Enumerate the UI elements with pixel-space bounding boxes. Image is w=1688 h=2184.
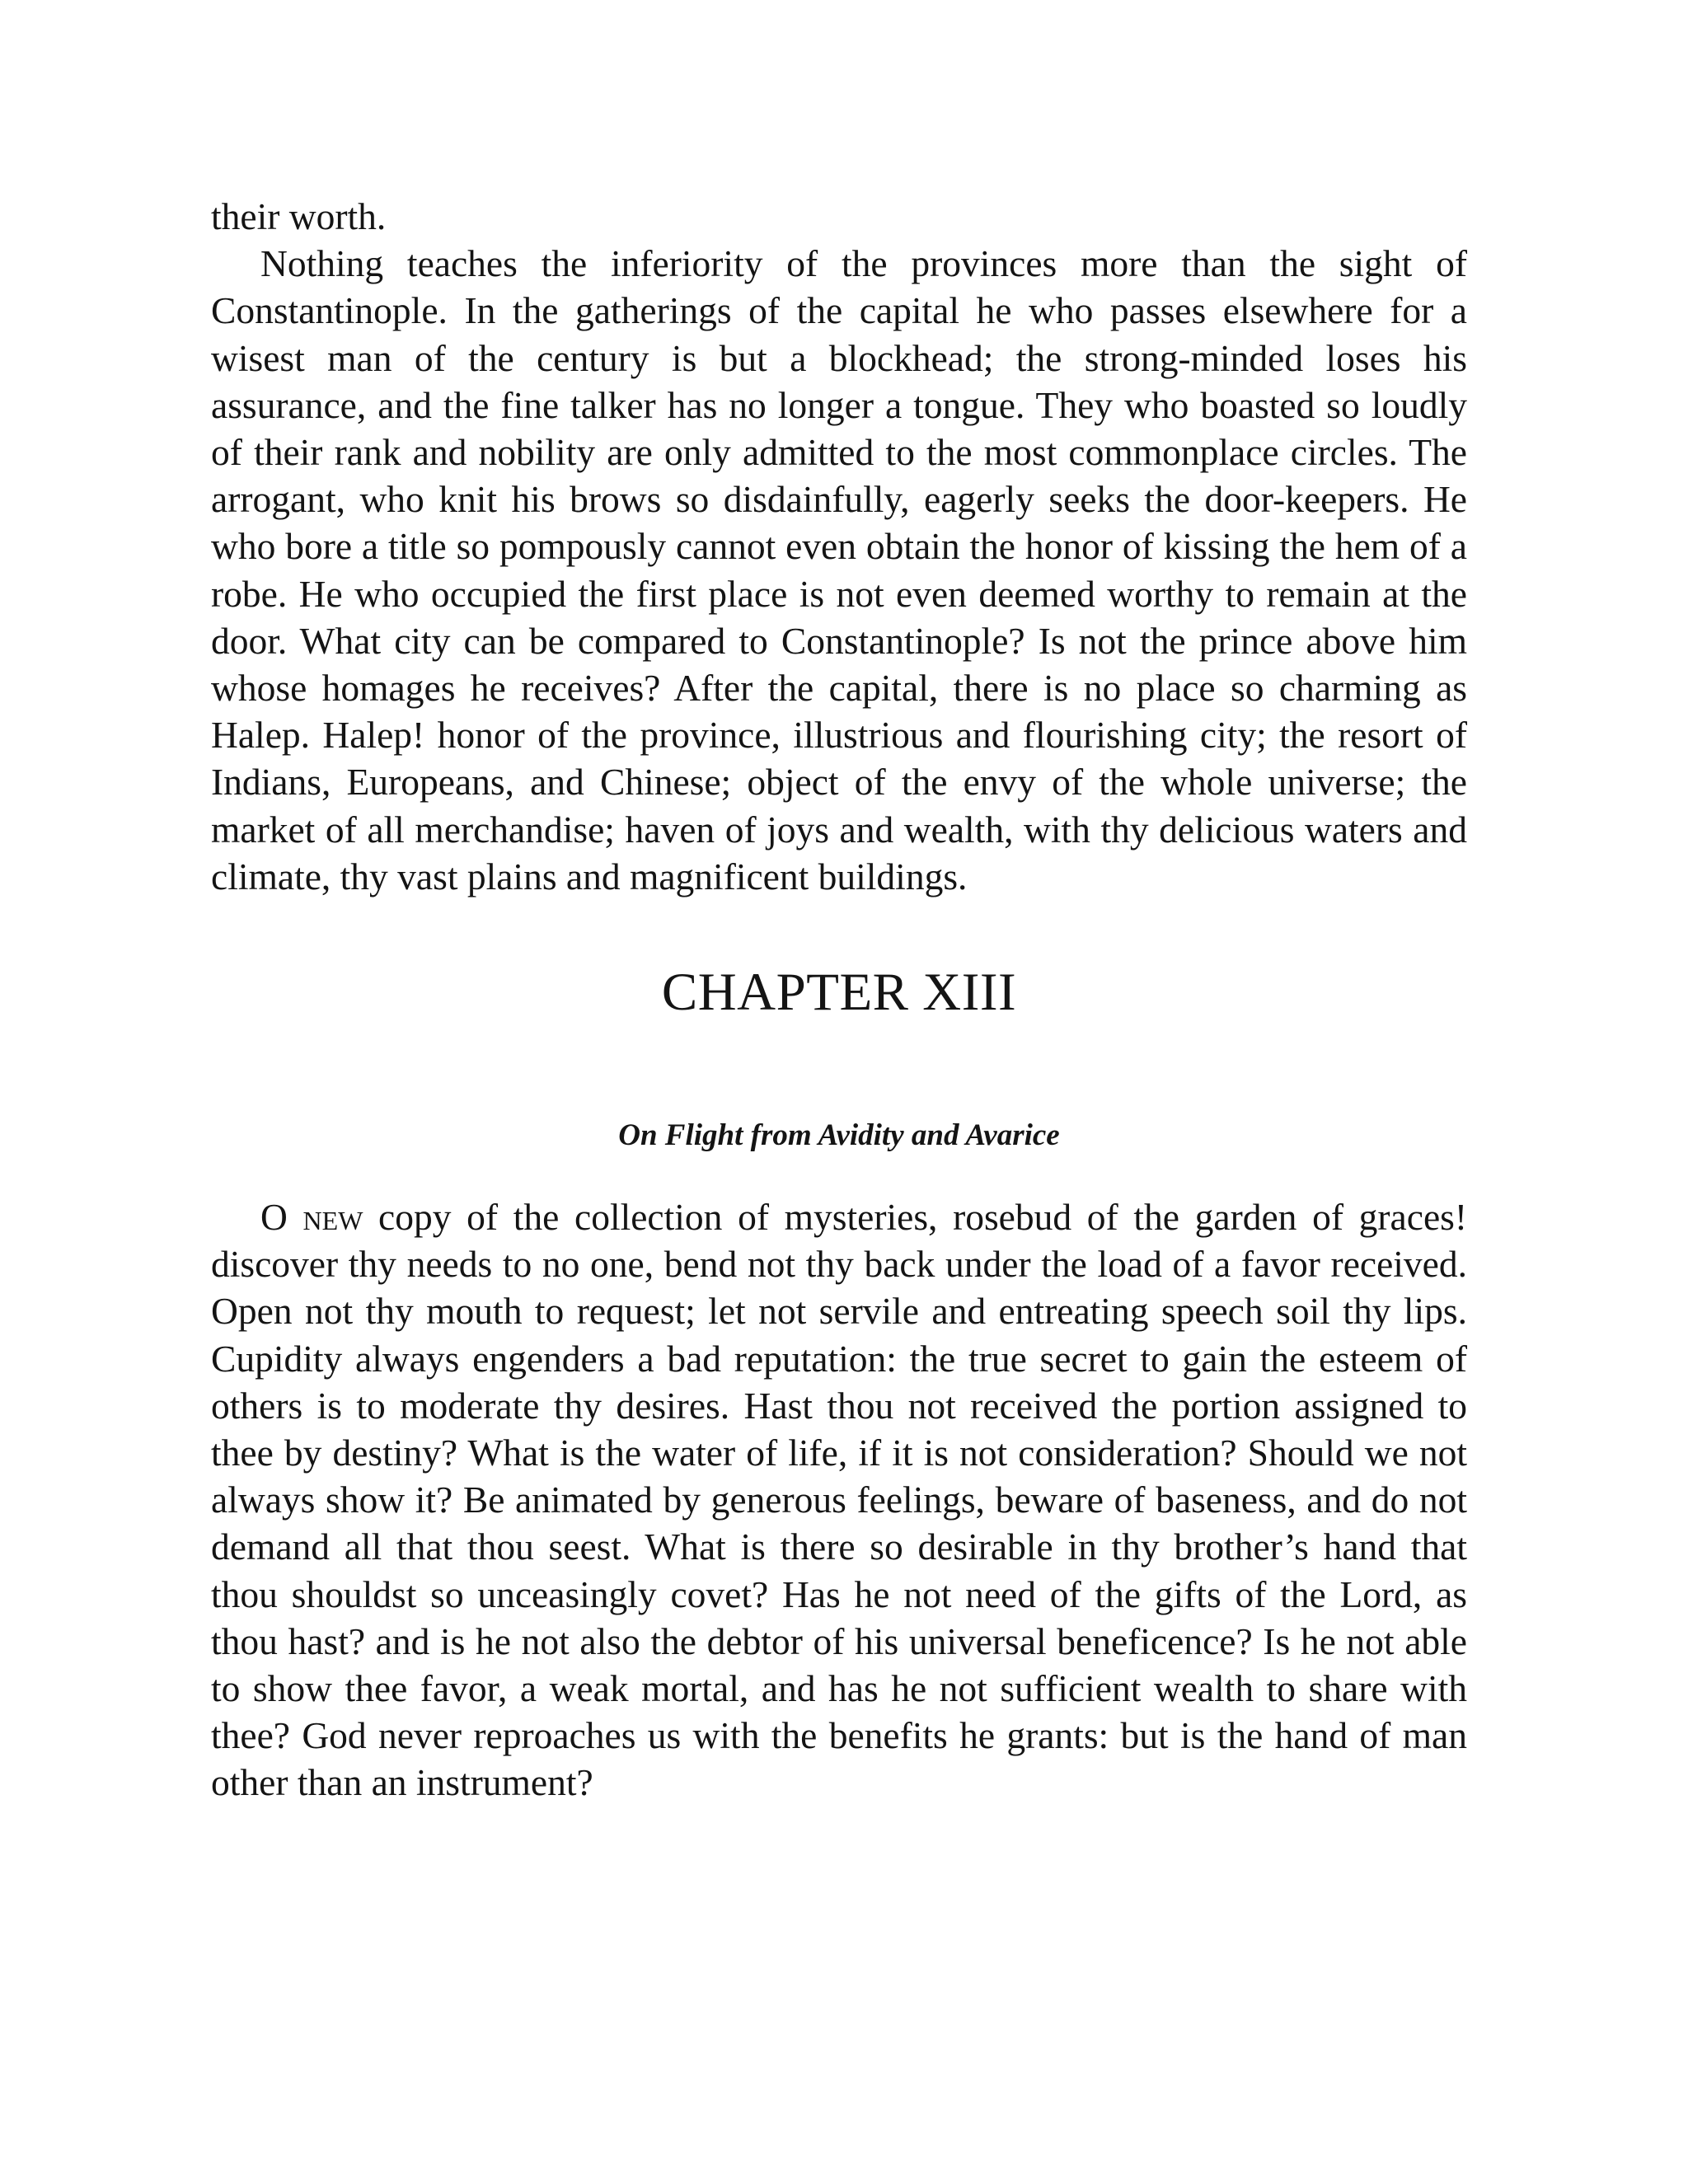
- chapter-body-text: copy of the collection of mysteries, rosebud of the garden of graces! discover thy needs to no one, bend not thy back under the load of a favor received. Open not thy mouth to request; let not servile and entreating speech soil thy lips. Cupidity always engenders a bad reputation: the true secret to gain the esteem of others is to moderate thy desires. Hast thou not received the portion assigned to thee by destiny? What is the water of life, if it is not consideration? Should we not always show it? Be animated by generous feelings, beware of baseness, and do not demand all that thou seest. What is there so desirable in thy brother’s hand that thou shouldst so unceasingly covet? Has he not need of the gifts of the Lord, as thou hast? and is he not also the debtor of his universal beneficence? Is he not able to show thee favor, a weak mortal, and has he not sufficient wealth to share with thee? God never reproaches us with the benefits he grants: but is the hand of man other than an instrument?: [211, 1196, 1467, 1804]
- provinces-paragraph: Nothing teaches the inferiority of the provinces more than the sight of Constantinople. In the gatherings of the capital he who passes elsewhere for a wisest man of the century is but a blockhead; the strong-minded loses his assurance, and the fine talker has no longer a tongue. They who boasted so loudly of their rank and nobility are only admitted to the most commonplace circles. The arrogant, who knit his brows so disdainfully, eagerly seeks the door-keepers. He who bore a title so pompously cannot even obtain the honor of kissing the hem of a robe. He who occupied the first place is not even deemed worthy to remain at the door. What city can be compared to Constantinople? Is not the prince above him whose homages he receives? After the capital, there is no place so charming as Halep. Halep! honor of the province, illustrious and flourishing city; the resort of Indians, Europeans, and Chinese; object of the envy of the whole universe; the market of all merchandise; haven of joys and wealth, with thy delicious waters and climate, thy vast plains and magnificent buildings.: [211, 242, 1467, 898]
- chapter-opening-paragraph: [211, 1193, 1467, 1807]
- opening-word: O: [260, 1196, 288, 1239]
- chapter-title: CHAPTER XIII: [661, 963, 1017, 1023]
- chapter-subtitle: On Flight from Avidity and Avarice: [618, 1118, 1060, 1153]
- continuation-paragraph: their worth.: [211, 195, 387, 237]
- book-page: [211, 193, 1467, 1807]
- opening-smallcaps: new: [302, 1196, 363, 1239]
